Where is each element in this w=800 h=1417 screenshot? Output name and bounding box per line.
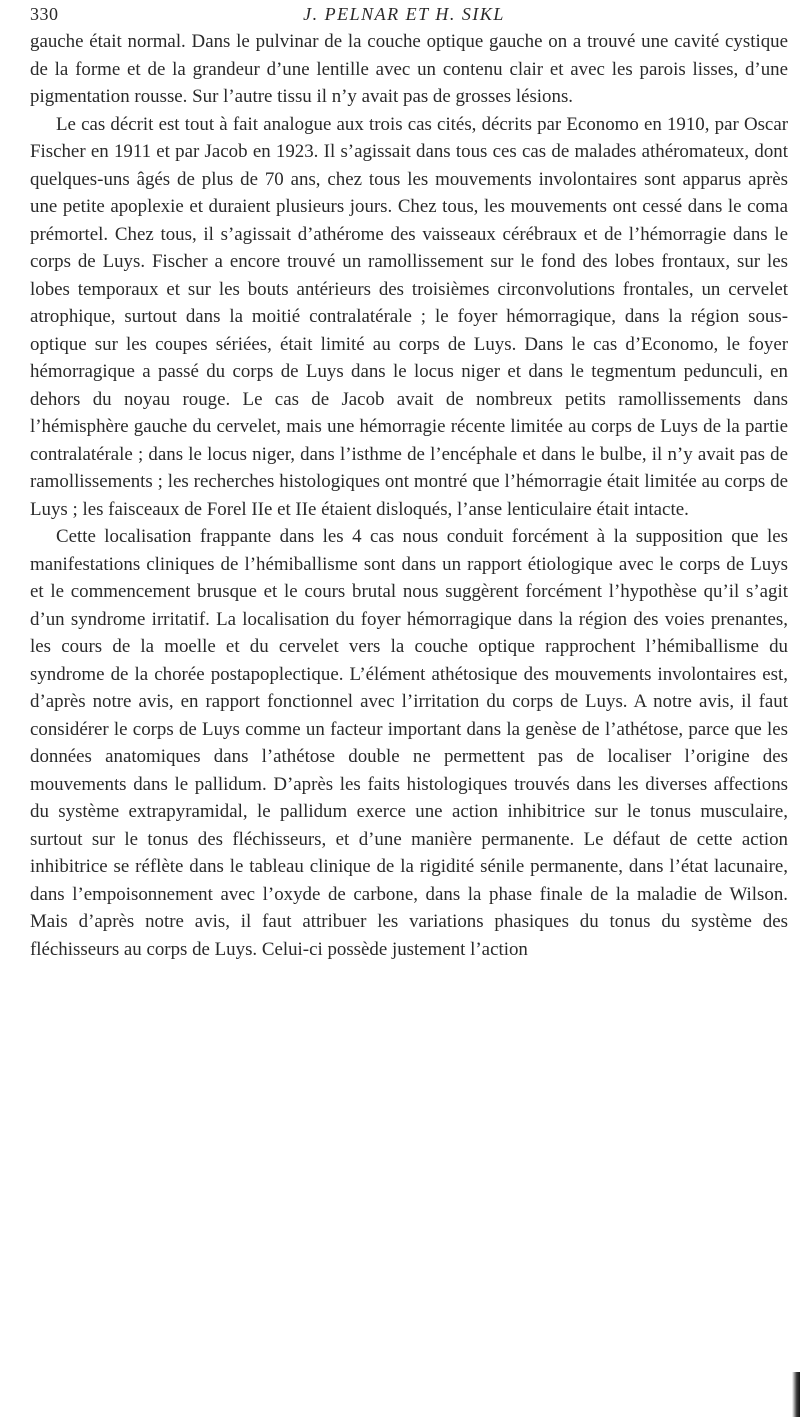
- page-number: 330: [30, 4, 59, 24]
- scan-edge-shadow: [792, 1372, 800, 1417]
- paragraph-localisation: Cette localisation frappante dans les 4 cas nous conduit forcément à la supposition que les manifestations cliniques de l’hémiballisme sont dans un rapport étiologique avec le corps de Luys et le commencement brusque et le cours brutal nous suggèrent forcément l’hypothèse qu’il s’agit d’un syndrome irritatif. La localisation du foyer hémorragique dans la région des voies prenantes, les cours de la moelle et du cervelet vers la couche optique rapprochent l’hémiballisme du syndrome de la chorée postapoplectique. L’élément athétosique des mouvements involontaires est, d’après notre avis, en rapport fonctionnel avec l’irritation du corps de Luys. A notre avis, il faut considérer le corps de Luys comme un facteur important dans la genèse de l’athétose, parce que les données anatomiques dans l’athétose double ne permettent pas de localiser l’origine des mouvements dans le pallidum. D’après les faits histologiques trouvés dans les diverses affections du système extrapyramidal, le pallidum exerce une action inhibitrice sur le tonus musculaire, surtout sur le tonus des fléchisseurs, et d’une manière permanente. Le défaut de cette action inhibitrice se réflète dans le tableau clinique de la rigidité sénile permanente, dans l’état lacunaire, dans l’empoisonnement avec l’oxyde de carbone, dans la phase finale de la maladie de Wilson. Mais d’après notre avis, il faut attribuer les variations phasiques du tonus du système des fléchisseurs au corps de Luys. Celui-ci possède justement l’action: [30, 526, 788, 960]
- paragraph-case-comparison: Le cas décrit est tout à fait analogue aux trois cas cités, décrits par Economo en 1910, par Oscar Fischer en 1911 et par Jacob en 1923. Il s’agissait dans tous ces cas de malades athéromateux, dont quelques-uns âgés de plus de 70 ans, chez tous les mouvements involontaires sont apparus après une petite apoplexie et duraient plusieurs jours. Chez tous, les mouvements ont cessé dans le coma prémortel. Chez tous, il s’agissait d’athérome des vaisseaux cérébraux et de l’hémorragie dans le corps de Luys. Fischer a encore trouvé un ramollissement sur le fond des lobes frontaux, sur les lobes temporaux et sur les bouts antérieurs des troisièmes circonvolutions frontales, un cervelet atrophique, surtout dans la moitié contralatérale ; le foyer hémorragique, dans la région sous-optique sur les coupes sériées, était limité au corps de Luys. Dans le cas d’Economo, le foyer hémorragique a passé du corps de Luys dans le locus niger et dans le tegmentum pedunculi, en dehors du noyau rouge. Le cas de Jacob avait de nombreux petits ramollissements dans l’hémisphère gauche du cervelet, mais une hémorragie récente limitée au corps de Luys de la partie contralatérale ; dans le locus niger, dans l’isthme de l’encéphale et dans le bulbe, il n’y avait pas de ramollissements ; les recherches histologiques ont montré que l’hémorragie était limitée au corps de Luys ; les faisceaux de Forel IIe et IIe étaient disloqués, l’anse lenticulaire était intacte.: [30, 113, 788, 520]
- paragraph-continuation: gauche était normal. Dans le pulvinar de la couche optique gauche on a trouvé une cavité cystique de la forme et de la grandeur d’une lentille avec un contenu clair et avec les parois lisses, d’une pigmentation rousse. Sur l’autre tissu il n’y avait pas de grosses lésions.: [30, 31, 788, 107]
- page-header: [30, 4, 778, 28]
- running-head: J. PELNAR ET H. SIKL: [303, 4, 505, 24]
- body-text: [30, 28, 788, 963]
